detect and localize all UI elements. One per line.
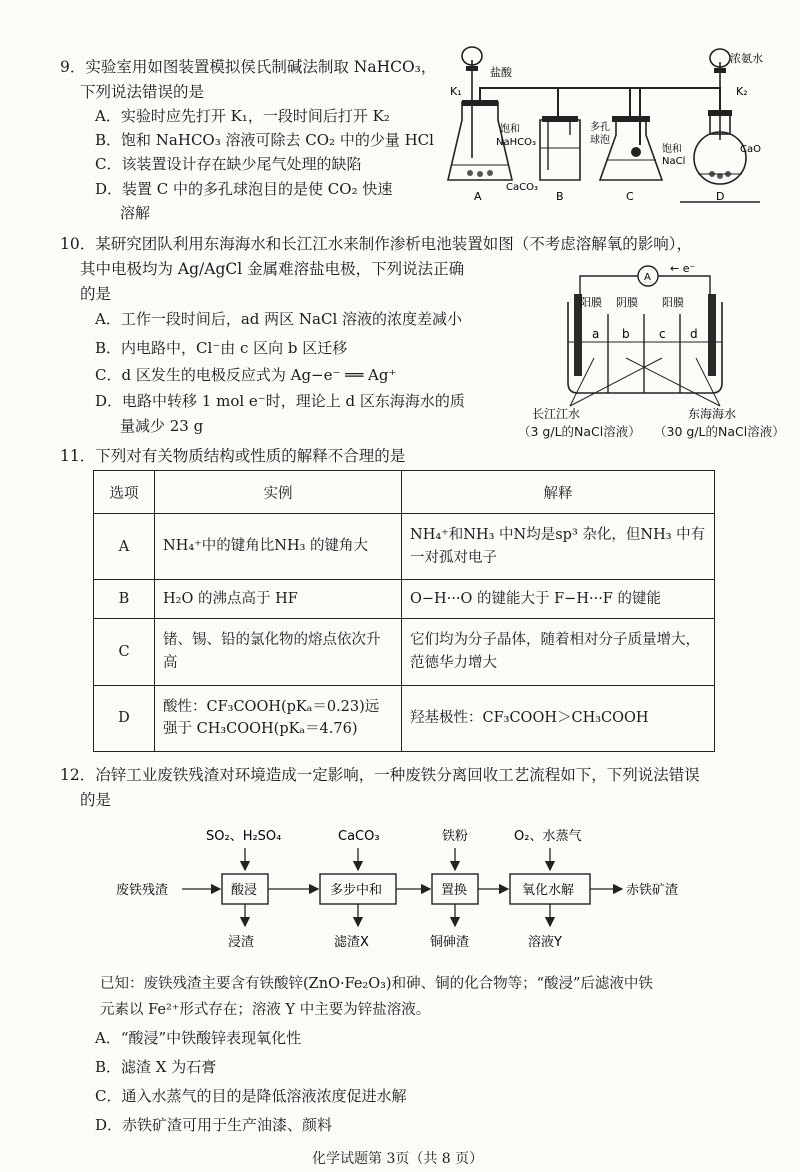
bubbler-label-1: 多孔 (590, 122, 610, 133)
river-label: 长江江水 (532, 407, 581, 421)
table-row (94, 619, 715, 685)
q9-option-d-cont: 溶解 (120, 204, 151, 222)
q9-option-b: B．饱和 NaHCO₃ 溶液可除去 CO₂ 中的少量 HCl (95, 131, 434, 149)
row-c-explanation: 它们均为分子晶体，随着相对分子质量增大，范德华力增大 (402, 619, 715, 685)
table-row (94, 685, 715, 751)
sat-nahco3-label-1: 饱和 (500, 124, 520, 135)
residue-3-label: 铜砷渣 (430, 935, 470, 950)
ammonia-label: 浓氨水 (730, 52, 763, 65)
q10-option-b: B．内电路中，Cl⁻由 c 区向 b 区迁移 (95, 339, 348, 357)
header-option: 选项 (94, 471, 155, 514)
step-4-label: 氧化水解 (522, 883, 575, 898)
q12-option-b: B．滤渣 X 为石膏 (95, 1058, 217, 1076)
k1-label: K₁ (450, 85, 462, 98)
q12-stem-line2: 的是 (80, 791, 112, 809)
q12-known-line1: 已知：废铁残渣主要含有铁酸锌(ZnO·Fe₂O₃)和砷、铜的化合物等；“酸浸”后滤液中铁 (100, 976, 653, 992)
q11-stem: 11．下列对有关物质结构或性质的解释不合理的是 (60, 447, 406, 465)
q12-flowchart (110, 818, 730, 958)
river-concentration: （3 g/L的NaCl溶液） (518, 424, 641, 439)
bubbler-label-2: 球泡 (590, 135, 610, 146)
bottle-b (540, 116, 580, 180)
flow-output-label: 赤铁矿渣 (626, 883, 679, 898)
step-2-label: 多步中和 (330, 883, 383, 898)
residue-1-label: 浸渣 (228, 935, 255, 950)
electron-label: ← e⁻ (670, 262, 696, 275)
zone-d-label: d (690, 327, 698, 341)
label-a: A (474, 190, 482, 203)
membrane-1-label: 阳膜 (580, 296, 602, 309)
row-c-option: C (94, 619, 155, 685)
row-b-explanation: O−H···O 的键能大于 F−H···F 的键能 (402, 580, 715, 619)
reagent-1-label: SO₂、H₂SO₄ (206, 829, 282, 844)
q11-table (93, 470, 715, 752)
q9-stem-line2: 下列说法错误的是 (80, 83, 205, 101)
q12-option-c: C．通入水蒸气的目的是降低溶液浓度促进水解 (95, 1087, 407, 1105)
q10-stem-line3: 的是 (80, 285, 112, 303)
q12-stem-line1: 12．冶锌工业废铁残渣对环境造成一定影响，一种废铁分离回收工艺流程如下，下列说法错误 (60, 766, 700, 784)
table-row (94, 580, 715, 619)
flow-input-label: 废铁残渣 (116, 883, 169, 898)
row-a-option: A (94, 514, 155, 580)
sat-nahco3-label-2: NaHCO₃ (496, 137, 536, 148)
residue-4-label: 溶液Y (528, 935, 562, 950)
reagent-2-label: CaCO₃ (338, 829, 380, 844)
q9-option-c: C．该装置设计存在缺少尾气处理的缺陷 (95, 155, 362, 173)
q10-stem-line2: 其中电极均为 Ag/AgCl 金属难溶盐电极，下列说法正确 (80, 260, 465, 278)
membrane-2-label: 阴膜 (616, 296, 638, 309)
label-d: D (716, 190, 725, 203)
row-a-explanation: NH₄⁺和NH₃ 中N均是sp³ 杂化，但NH₃ 中有一对孤对电子 (402, 514, 715, 580)
q10-option-c: C．d 区发生的电极反应式为 Ag−e⁻ ══ Ag⁺ (95, 366, 397, 384)
q12-known-line2: 元素以 Fe²⁺形式存在；溶液 Y 中主要为锌盐溶液。 (100, 1002, 431, 1018)
zone-c-label: c (659, 327, 666, 341)
row-a-example: NH₄⁺中的键角比NH₃ 的键角大 (155, 514, 402, 580)
q12-option-d: D．赤铁矿渣可用于生产油漆、颜料 (95, 1116, 333, 1134)
q12-option-a: A．“酸浸”中铁酸锌表现氧化性 (95, 1029, 302, 1047)
q10-option-a: A．工作一段时间后，ad 两区 NaCl 溶液的浓度差减小 (95, 310, 463, 328)
ammeter-label: A (644, 272, 651, 283)
header-example: 实例 (155, 471, 402, 514)
caco3-label: CaCO₃ (506, 182, 538, 193)
q9-option-d: D．装置 C 中的多孔球泡目的是使 CO₂ 快速 (95, 180, 393, 198)
sea-concentration: （30 g/L的NaCl溶液） (654, 424, 785, 439)
hcl-label: 盐酸 (490, 66, 512, 79)
row-d-example: 酸性：CF₃COOH(pKₐ＝0.23)远强于 CH₃COOH(pKₐ＝4.76) (155, 685, 402, 751)
row-b-example: H₂O 的沸点高于 HF (155, 580, 402, 619)
step-1-label: 酸浸 (231, 883, 258, 898)
q10-option-d: D．电路中转移 1 mol e⁻时，理论上 d 区东海海水的质 (95, 392, 465, 410)
reagent-4-label: O₂、水蒸气 (514, 829, 582, 844)
membrane-3-label: 阳膜 (662, 296, 684, 309)
q9-stem-line1: 9．实验室用如图装置模拟侯氏制碱法制取 NaHCO₃， (60, 58, 437, 76)
sat-nacl-label-2: NaCl (662, 156, 686, 167)
step-3-label: 置换 (441, 883, 468, 898)
q9-option-a: A．实验时应先打开 K₁，一段时间后打开 K₂ (95, 107, 390, 125)
table-row (94, 514, 715, 580)
row-c-example: 锗、锡、铅的氯化物的熔点依次升高 (155, 619, 402, 685)
label-c: C (626, 190, 634, 203)
zone-a-label: a (592, 327, 600, 341)
reagent-3-label: 铁粉 (442, 829, 469, 844)
header-explanation: 解释 (402, 471, 715, 514)
sea-label: 东海海水 (688, 407, 737, 421)
right-electrode (708, 294, 716, 376)
flask-d (680, 49, 760, 202)
label-b: B (556, 190, 564, 203)
row-d-explanation: 羟基极性：CF₃COOH＞CH₃COOH (402, 685, 715, 751)
cao-label: CaO (740, 144, 761, 155)
row-b-option: B (94, 580, 155, 619)
zone-b-label: b (622, 327, 630, 341)
q10-stem-line1: 10．某研究团队利用东海海水和长江江水来制作渗析电池装置如图（不考虑溶解氧的影响）， (60, 235, 692, 253)
k2-label: K₂ (736, 85, 748, 98)
page-footer: 化学试题第 3页（共 8 页） (312, 1151, 484, 1167)
row-d-option: D (94, 685, 155, 751)
q10-cell-diagram (510, 258, 790, 444)
q10-option-d-cont: 量减少 23 g (120, 417, 204, 435)
sat-nacl-label-1: 饱和 (662, 144, 682, 155)
q9-apparatus-diagram (440, 40, 780, 212)
table-header-row (94, 471, 715, 514)
residue-2-label: 滤渣X (334, 935, 369, 950)
